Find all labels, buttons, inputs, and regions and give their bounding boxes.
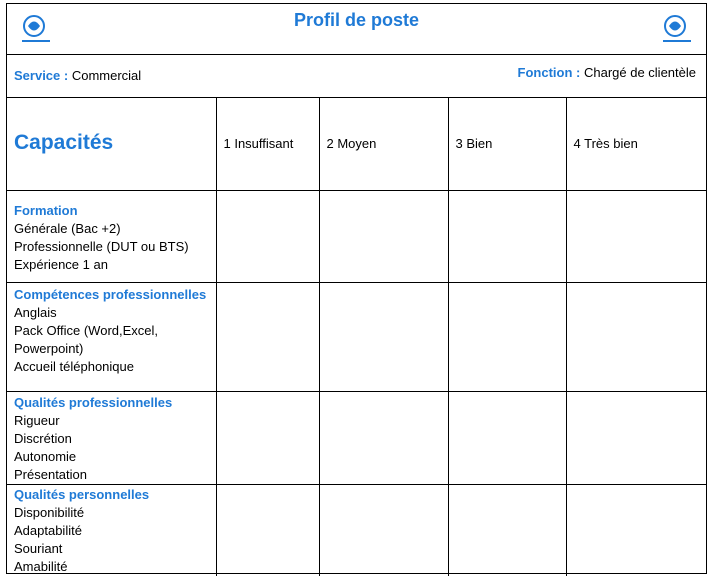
rating-cell[interactable] xyxy=(448,191,566,283)
company-logo-right xyxy=(660,12,694,46)
section-title: Formation xyxy=(14,203,78,218)
level-header-1: 1 Insuffisant xyxy=(216,98,319,191)
list-item: Professionnelle (DUT ou BTS) xyxy=(14,239,189,254)
list-item: Disponibilité xyxy=(14,505,85,520)
section-formation xyxy=(7,191,216,283)
list-item: Rigueur xyxy=(14,413,60,428)
table-row-qualites-pro xyxy=(7,392,706,485)
level-header-4: 4 Très bien xyxy=(566,98,706,191)
list-item: Présentation xyxy=(14,467,87,482)
level-header-2: 2 Moyen xyxy=(319,98,448,191)
list-item: Anglais xyxy=(14,305,57,320)
rating-cell[interactable] xyxy=(319,191,448,283)
level-header-3: 3 Bien xyxy=(448,98,566,191)
section-title: Compétences professionnelles xyxy=(14,287,207,302)
list-item: Adaptabilité xyxy=(14,523,82,538)
service-field xyxy=(14,68,141,83)
rating-cell[interactable] xyxy=(566,392,706,485)
table-row-qualites-perso xyxy=(7,485,706,577)
table-row-formation xyxy=(7,191,706,283)
rating-cell[interactable] xyxy=(448,392,566,485)
table-header-row xyxy=(7,98,706,191)
header xyxy=(7,4,706,55)
fonction-label: Fonction : xyxy=(517,65,581,80)
capacites-title: Capacités xyxy=(14,131,114,154)
list-item: Amabilité xyxy=(14,559,68,574)
section-title: Qualités personnelles xyxy=(14,487,150,502)
list-item: Générale (Bac +2) xyxy=(14,221,121,236)
service-value: Commercial xyxy=(71,68,142,83)
rating-cell[interactable] xyxy=(448,283,566,392)
rating-cell[interactable] xyxy=(216,392,319,485)
list-item: Discrétion xyxy=(14,431,72,446)
fonction-field xyxy=(518,65,696,80)
info-row xyxy=(7,55,706,98)
section-qualites-professionnelles xyxy=(7,392,216,485)
section-qualites-personnelles xyxy=(7,485,216,577)
list-item: Powerpoint) xyxy=(14,341,84,356)
section-title: Qualités professionnelles xyxy=(14,395,173,410)
list-item: Accueil téléphonique xyxy=(14,359,134,374)
rating-cell[interactable] xyxy=(319,283,448,392)
fonction-value: Chargé de clientèle xyxy=(583,65,696,80)
service-label: Service : xyxy=(14,68,69,83)
rating-cell[interactable] xyxy=(566,283,706,392)
page-title: Profil de poste xyxy=(293,10,419,30)
rating-cell[interactable] xyxy=(566,485,706,577)
rating-cell[interactable] xyxy=(319,485,448,577)
capacities-table xyxy=(7,97,706,576)
rating-cell[interactable] xyxy=(448,485,566,577)
table-row-competences xyxy=(7,283,706,392)
rating-cell[interactable] xyxy=(216,283,319,392)
list-item: Autonomie xyxy=(14,449,77,464)
rating-cell[interactable] xyxy=(216,485,319,577)
job-profile-sheet xyxy=(6,3,707,574)
rating-cell[interactable] xyxy=(216,191,319,283)
rating-cell[interactable] xyxy=(319,392,448,485)
capacites-header xyxy=(7,98,216,191)
list-item: Expérience 1 an xyxy=(14,257,108,272)
section-competences xyxy=(7,283,216,392)
list-item: Souriant xyxy=(14,541,63,556)
rating-cell[interactable] xyxy=(566,191,706,283)
list-item: Pack Office (Word,Excel, xyxy=(14,323,159,338)
